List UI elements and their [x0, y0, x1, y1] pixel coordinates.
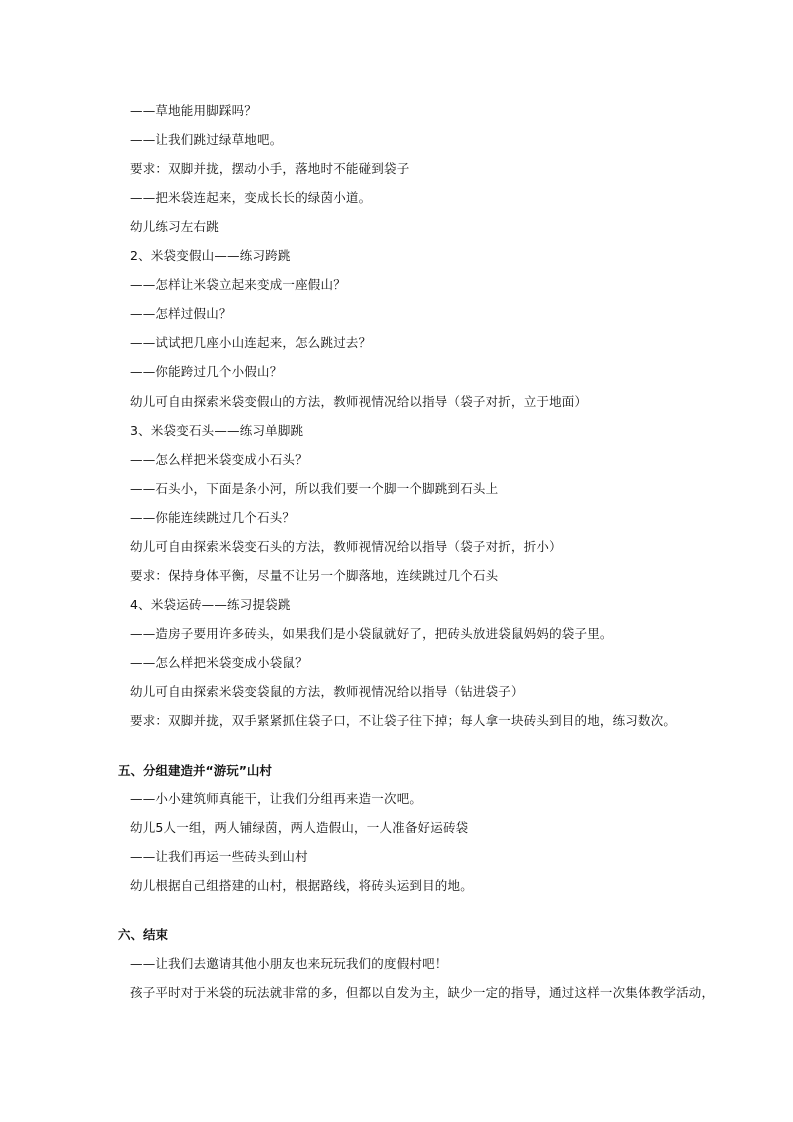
- text-line: ——让我们去邀请其他小朋友也来玩玩我们的度假村吧！: [130, 956, 448, 971]
- text-line: ——你能连续跳过几个石头？: [130, 510, 296, 525]
- text-line: ——草地能用脚踩吗？: [130, 103, 258, 118]
- text-line: 幼儿根据自己组搭建的山村，根据路线，将砖头运到目的地。: [130, 878, 473, 893]
- section-heading: 五、分组建造并“游玩”山村: [118, 763, 272, 778]
- text-line: ——造房子要用许多砖头，如果我们是小袋鼠就好了，把砖头放进袋鼠妈妈的袋子里。: [130, 626, 613, 641]
- text-line: ——怎么样把米袋变成小袋鼠？: [130, 655, 308, 670]
- text-line: ——你能跨过几个小假山？: [130, 364, 283, 379]
- text-line: ——怎么样把米袋变成小石头？: [130, 452, 308, 467]
- text-line: 要求：双脚并拢，摆动小手，落地时不能碰到袋子: [130, 161, 410, 176]
- text-line: ——试试把几座小山连起来，怎么跳过去？: [130, 335, 372, 350]
- text-line: 幼儿可自由探索米袋变假山的方法，教师视情况给以指导（袋子对折，立于地面）: [130, 394, 588, 409]
- text-line: 幼儿可自由探索米袋变石头的方法，教师视情况给以指导（袋子对折，折小）: [130, 539, 562, 554]
- text-line: ——石头小，下面是条小河，所以我们要一个脚一个脚跳到石头上: [130, 481, 499, 496]
- text-line: 幼儿5人一组，两人铺绿茵，两人造假山，一人准备好运砖袋: [130, 820, 469, 835]
- text-line: ——让我们再运一些砖头到山村: [130, 849, 308, 864]
- text-line: 幼儿练习左右跳: [130, 219, 219, 234]
- text-line: ——怎样过假山？: [130, 306, 232, 321]
- text-line: ——小小建筑师真能干，让我们分组再来造一次吧。: [130, 791, 423, 806]
- text-line: 幼儿可自由探索米袋变袋鼠的方法，教师视情况给以指导（钻进袋子）: [130, 684, 524, 699]
- section-heading: 六、结束: [118, 927, 169, 942]
- text-line: ——让我们跳过绿草地吧。: [130, 132, 283, 147]
- text-line: ——把米袋连起来，变成长长的绿茵小道。: [130, 190, 372, 205]
- text-line: 3、米袋变石头——练习单脚跳: [130, 423, 304, 438]
- text-line: 孩子平时对于米袋的玩法就非常的多，但都以自发为主，缺少一定的指导，通过这样一次集体教学活动，: [130, 985, 715, 1000]
- text-line: ——怎样让米袋立起来变成一座假山？: [130, 277, 346, 292]
- text-line: 要求：双脚并拢，双手紧紧抓住袋子口，不让袋子往下掉；每人拿一块砖头到目的地，练习数次。: [130, 713, 677, 728]
- text-line: 2、米袋变假山——练习跨跳: [130, 248, 291, 263]
- text-line: 要求：保持身体平衡，尽量不让另一个脚落地，连续跳过几个石头: [130, 568, 499, 583]
- text-line: 4、米袋运砖——练习提袋跳: [130, 597, 291, 612]
